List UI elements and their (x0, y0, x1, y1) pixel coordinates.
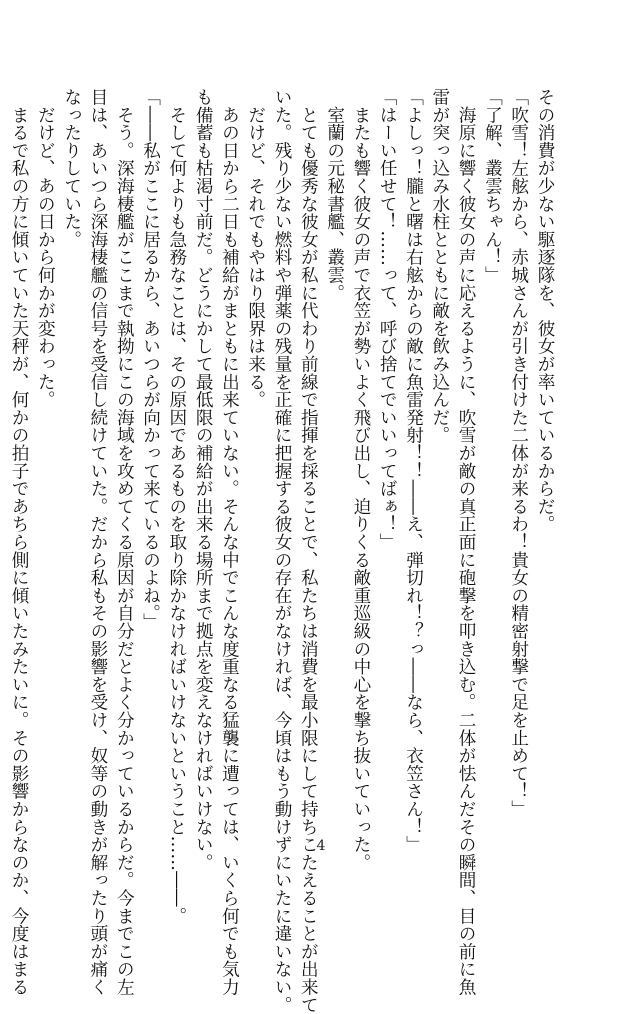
text-line: またも響く彼女の声で衣笠が勢いよく飛び出し、迫りくる敵重巡級の中心を撃ち抜いていった。 (350, 88, 371, 872)
vertical-text-block (6, 88, 558, 1014)
text-line: だけど、それでもやはり限界は来る。 (245, 88, 266, 409)
text-line: も備蓄も枯渇寸前だ。どうにかして最低限の補給が出来る場所まで拠点を変えなければいけない。 (193, 88, 214, 872)
text-line: 「はーい任せて！……って、呼び捨てでいいってばぁ！」 (377, 88, 398, 551)
text-line: あの日から二日も補給がまともに出来ていない。そんな中でこんな度重なる猛襲に遭っては、いくら何でも気力 (219, 88, 240, 996)
text-line: 目は、あいつら深海棲艦の信号を受信し続けていた。だから私もその影響を受け、奴等の動きが解ったり頭が痛く (87, 88, 108, 996)
page-number: 4 (316, 838, 326, 854)
text-line: 雷が突っ込み水柱とともに敵を飲み込んだ。 (429, 88, 450, 444)
text-line: その消費が少ない駆逐隊を、彼女が率いているからだ。 (535, 88, 555, 533)
text-line: 「吹雪！左舷から、赤城さんが引き付けた二体が来るわ！貴女の精密射撃で足を止めて！」 (508, 88, 529, 818)
text-line: なったりしていた。 (61, 88, 82, 249)
text-line: いた。残り少ない燃料や弾薬の残量を正確に把握する彼女の存在がなければ、今頃はもう動けずにいたに違いない。 (272, 88, 293, 1014)
text-line: 「よしっ！朧と曙は右舷からの敵に魚雷発射！！――え、弾切れ！？っ――なら、衣笠さん！」 (403, 88, 424, 854)
text-line: 海原に響く彼女の声に応えるように、吹雪が敵の真正面に砲撃を叩き込む。二体が怯んだその瞬間、目の前に魚 (456, 88, 477, 996)
text-line: 「――私がここに居るから、あいつらが向かって来ているのよね。」 (140, 88, 161, 631)
text-line: だけど、あの日から何かが変わった。 (35, 88, 56, 409)
text-line: とても優秀な彼女が私に代わり前線で指揮を採ることで、私たちは消費を最小限にして持ちこたえることが出来て (298, 88, 319, 1014)
text-line: 室蘭の元秘書艦、叢雲。 (324, 88, 345, 302)
text-line: そして何よりも急務なことは、その原因であるものを取り除かなければいけないということ……――。 (166, 88, 187, 925)
text-line: そう。深海棲艦がここまで執拗にこの海域を攻めてくる原因が自分だとよく分かっているからだ。今までこの左 (114, 88, 135, 996)
text-line: まるで私の方に傾いていた天秤が、何かの拍子であちら側に傾いたみたいに。その影響からなのか、今度はまる (9, 88, 30, 996)
text-line: 「了解、叢雲ちゃん！」 (482, 88, 503, 284)
